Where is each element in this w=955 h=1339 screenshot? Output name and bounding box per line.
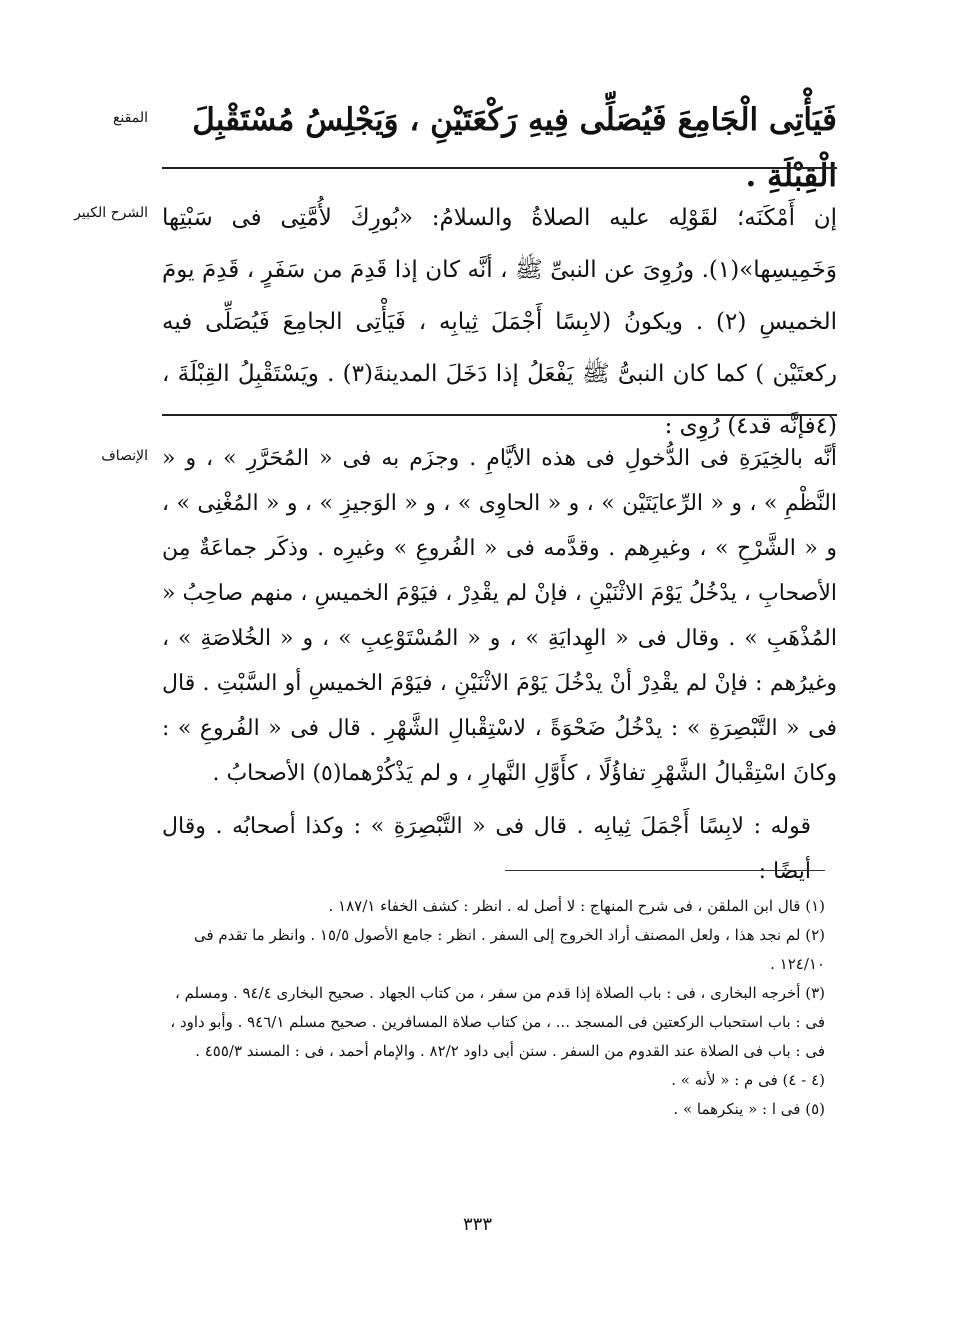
footnote-4: (٤ - ٤) فى م : « لأنه » . <box>671 1071 825 1089</box>
page-number: ٣٣٣ <box>462 1214 492 1235</box>
sharh-text: إن أَمْكَنَه؛ لقَوْلِه عليه الصلاةُ والسلامُ: «بُورِكَ لأُمَّتِى فى سَبْتِها وَخَمِيسِها»(١). ورُوِىَ عن النبىِّ ﷺ ، أنَّه كان إذا قَدِمَ من سَفَرٍ ، قَدِمَ يومَ الخميسِ (٢) . ويكونُ (لابِسًا أَجْمَلَ ثِيابِه ، فَيَأْتِى الجامِعَ فَيُصَلِّى فيه ركعتَيْن ) كما كان النبىُّ ﷺ يَفْعَلُ إذا دَخَلَ المدينةَ(٣) . ويَسْتَقْبِلُ القِبْلَةَ ، (٤فإنَّه قد٤) رُوِى : <box>162 205 838 439</box>
label-sharh: الشرح الكبير <box>74 205 148 221</box>
matn-text: فَيَأْتِى الْجَامِعَ فَيُصَلِّى فِيهِ رَكْعَتَيْنِ ، وَيَجْلِسُ مُسْتَقْبِلَ الْقِبْلَةِ . <box>192 102 837 194</box>
footnote-3: (٣) أخرجه البخارى ، فى : باب الصلاة إذا قدم من سفر ، من كتاب الجهاد . صحيح البخارى ٩٤/٤ . ومسلم ، فى : باب استحباب الركعتين فى المسجد ... ، من كتاب صلاة المسافرين . صحيح مسلم ٩٤٦/١ . وأبو داود ، فى : باب فى الصلاة عند القدوم من السفر . سنن أبى داود ٨٢/٢ . والإمام أحمد ، فى : المسند ٤٥٥/٣ . <box>170 984 825 1060</box>
footnote-2: (٢) لم نجد هذا ، ولعل المصنف أراد الخروج إلى السفر . انظر : جامع الأصول ١٥/٥ . وانظر ما تقدم فى ١٢٤/١٠ . <box>193 926 825 973</box>
divider-sharh <box>162 414 837 416</box>
footnotes <box>162 892 825 1124</box>
insaf-section <box>162 436 837 894</box>
footnote-divider <box>505 870 825 871</box>
label-muqni: المقنع <box>112 110 148 126</box>
insaf-paragraph-2: قوله : لابِسًا أَجْمَلَ ثِيابِه . قال فى « التَّبْصِرَةِ » : وكذا أصحابُه . وقال أيضًا : <box>162 814 811 884</box>
divider-matn <box>162 167 837 169</box>
footnote-1: (١) قال ابن الملقن ، فى شرح المنهاج : لا أصل له . انظر : كشف الخفاء ١٨٧/١ . <box>328 897 825 915</box>
insaf-paragraph-1: أنَّه بالخِيَرَةِ فى الدُّخولِ فى هذه الأيَّامِ . وجزَم به فى « المُحَرَّرِ » ، و « النَّظْمِ » ، و « الرِّعايَتَيْن » ، و « الحاوِى » ، و « الوَجيزِ » ، و « المُغْنِى » ، و « الشَّرْحِ » ، وغيرِهم . وقدَّمه فى « الفُروعِ » وغيرِه . وذكَر جماعَةٌ مِن الأصحابِ ، يدْخُلُ يَوْمَ الاثْنَيْنِ ، فإنْ لم يقْدِرْ ، فيَوْمَ الخميسِ ، منهم صاحِبُ « المُذْهَبِ » . وقال فى « الهِدايَةِ » ، و « المُسْتَوْعِبِ » ، و « الخُلاصَةِ » ، وغيرُهم : فإنْ لم يقْدِرْ أنْ يدْخُلَ يَوْمَ الاثْنَيْنِ ، فيَوْمَ الخميسِ أو السَّبْتِ . قال فى « التَّبْصِرَةِ » : يدْخُلُ ضَحْوَةً ، لاسْتِقْبالِ الشَّهْرِ . قال فى « الفُروعِ » : وكانَ اسْتِقْبالُ الشَّهْرِ تفاؤُلًا ، كأَوَّلِ النَّهارِ ، و لم يَذْكُرْهما(٥) الأصحابُ . <box>162 446 837 786</box>
label-insaf: الإنصاف <box>101 448 148 464</box>
footnote-5: (٥) فى ا : « ينكرهما » . <box>673 1100 825 1118</box>
paragraph-gap <box>162 796 837 804</box>
